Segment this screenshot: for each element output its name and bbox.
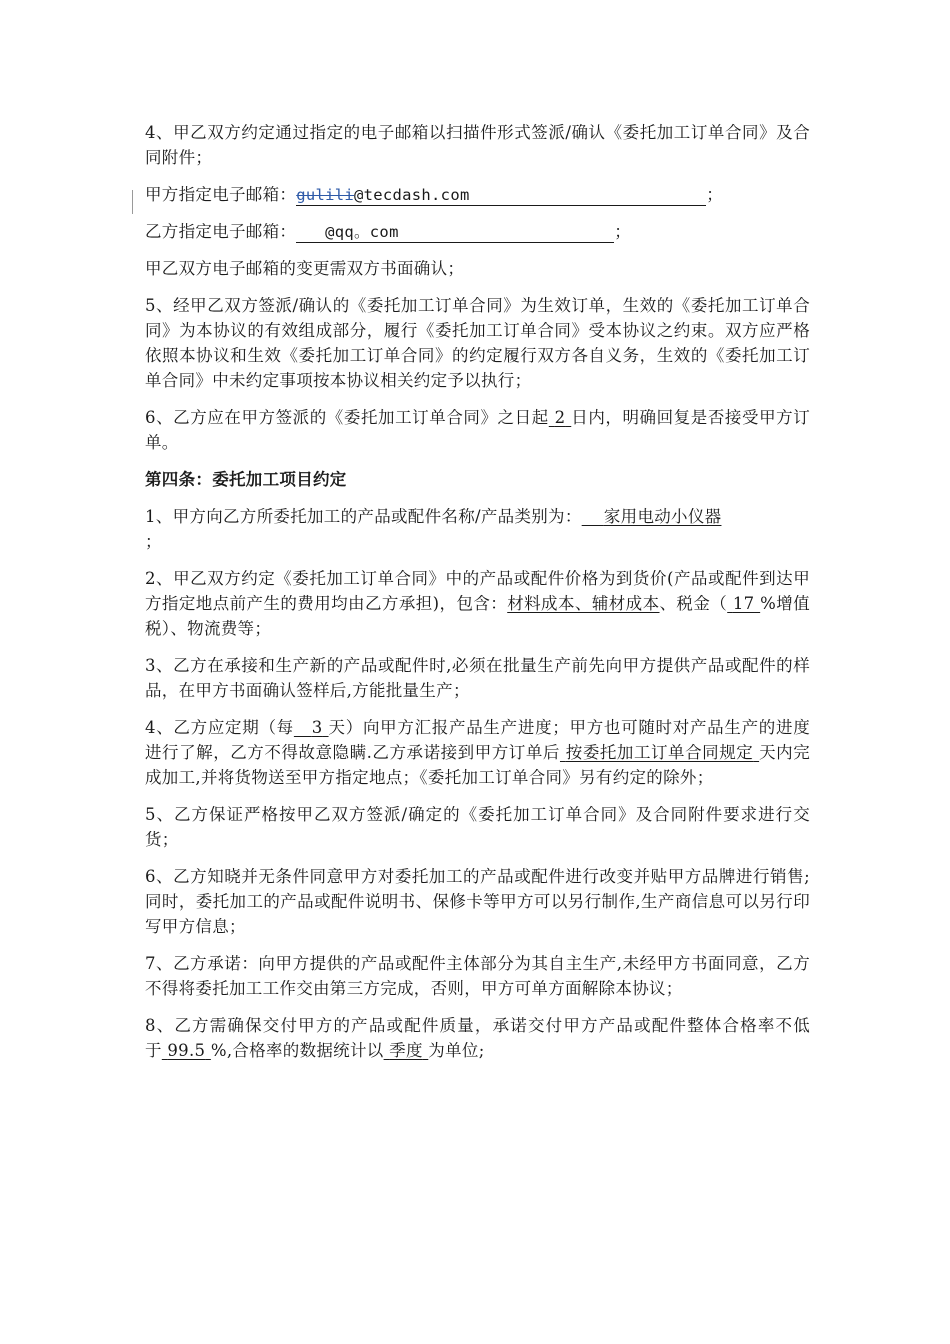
clause-4-8 [145,1013,810,1063]
pass-rate-value: 99.5 [167,1041,206,1060]
report-interval-blank [294,718,329,737]
clause-4-2 [145,566,810,641]
clause-4-5: 5、乙方保证严格按甲乙双方签派/确定的《委托加工订单合同》及合同附件要求进行交货； [145,805,810,849]
party-b-email-field [296,222,614,243]
clause-4-6: 6、乙方知晓并无条件同意甲方对委托加工的产品或配件进行改变并贴甲方品牌进行销售;同时，委托加工的产品或配件说明书、保修卡等甲方可以另行制作,生产商信息可以另行印写甲方信息； [145,867,810,936]
clause-4-4 [145,715,810,790]
clause-4-1-text-a: 1、甲方向乙方所委托加工的产品或配件名称/产品类别为： [145,507,582,526]
clause-4-8-text-c: 为单位; [428,1041,485,1060]
product-name-blank [582,507,722,526]
document-page [145,120,810,1075]
party-a-email-end: ； [706,185,724,204]
clause-4-3: 3、乙方在承接和生产新的产品或配件时,必须在批量生产前先向甲方提供产品或配件的样品，在甲方书面确认签样后,方能批量生产； [145,656,810,700]
delivery-term-value: 按委托加工订单合同规定 [565,743,754,762]
email-change-note: 甲乙双方电子邮箱的变更需双方书面确认； [145,259,465,278]
deleted-email-text: gulili [296,186,354,204]
clause-4-1-text-b: ； [145,532,162,551]
party-b-email-line [145,219,810,244]
reply-days-value: 2 [554,408,566,427]
stat-period-blank [384,1041,429,1060]
report-interval-value: 3 [311,718,323,737]
party-b-email-label: 乙方指定电子邮箱： [145,222,297,241]
clause-4-4-text-a: 4、乙方应定期（每 [145,718,294,737]
stat-period-value: 季度 [389,1041,423,1060]
party-b-email-end: ； [614,222,632,241]
clause-4-2-text-b: 、税金（ [659,594,728,613]
clause-4-7: 7、乙方承诺：向甲方提供的产品或配件主体部分为其自主生产,未经甲方书面同意，乙方不得将委托加工工作交由第三方完成，否则，甲方可单方面解除本协议； [145,954,810,998]
clause-3-4: 4、甲乙双方约定通过指定的电子邮箱以扫描件形式签派/确认《委托加工订单合同》及合同附件； [145,123,810,167]
reply-days-blank [549,408,571,427]
clause-4-2-text-a: 2、甲乙双方约定《委托加工订单合同》中的产品或配件价格为到货价(产品或配件到达甲方指定地点前产生的费用均由乙方承担)，包含： [145,569,810,613]
article-4-heading: 第四条：委托加工项目约定 [145,470,347,489]
tax-rate-value: 17 [732,594,755,613]
delivery-term-blank [560,743,759,762]
clause-4-8-text-b: %,合格率的数据统计以 [210,1041,384,1060]
clause-3-5: 5、经甲乙双方签派/确认的《委托加工订单合同》为生效订单，生效的《委托加工订单合同》为本协议的有效组成部分，履行《委托加工订单合同》受本协议之约束。双方应严格依照本协议和生效《委托加工订单合同》的约定履行双方各自义务，生效的《委托加工订单合同》中未约定事项按本协议相关约定予以执行； [145,296,810,390]
party-a-email-field [296,185,706,206]
clause-3-6-text-a: 6、乙方应在甲方签派的《委托加工订单合同》之日起 [145,408,549,427]
clause-3-6 [145,405,810,455]
clause-4-4-text-c: 天内完成加工,并将货物送至甲方指定地点；《委托加工订单合同》另有约定的除外； [145,743,811,787]
clause-4-2-text-c: %增值税）、物流费等； [145,594,810,638]
clause-3-6-text-b: 日内，明确回复是否接受甲方订单。 [145,408,811,452]
party-a-email-line [145,182,810,207]
revision-change-bar [132,190,133,214]
pass-rate-blank [162,1041,211,1060]
tax-rate-blank [727,594,760,613]
party-b-email-value: @qq。com [325,223,399,241]
product-name-value: 家用电动小仪器 [603,507,722,526]
party-a-email-label: 甲方指定电子邮箱： [145,185,297,204]
clause-4-1 [145,504,810,554]
clause-4-4-text-b: 天）向甲方汇报产品生产进度；甲方也可随时对产品生产的进度进行了解，乙方不得故意隐瞒.乙方承诺接到甲方订单后 [145,718,811,762]
cost-items-value: 材料成本、辅材成本 [507,594,660,613]
party-a-email-domain: @tecdash.com [354,186,470,204]
clause-4-8-text-a: 8、乙方需确保交付甲方的产品或配件质量，承诺交付甲方产品或配件整体合格率不低于 [145,1016,810,1060]
